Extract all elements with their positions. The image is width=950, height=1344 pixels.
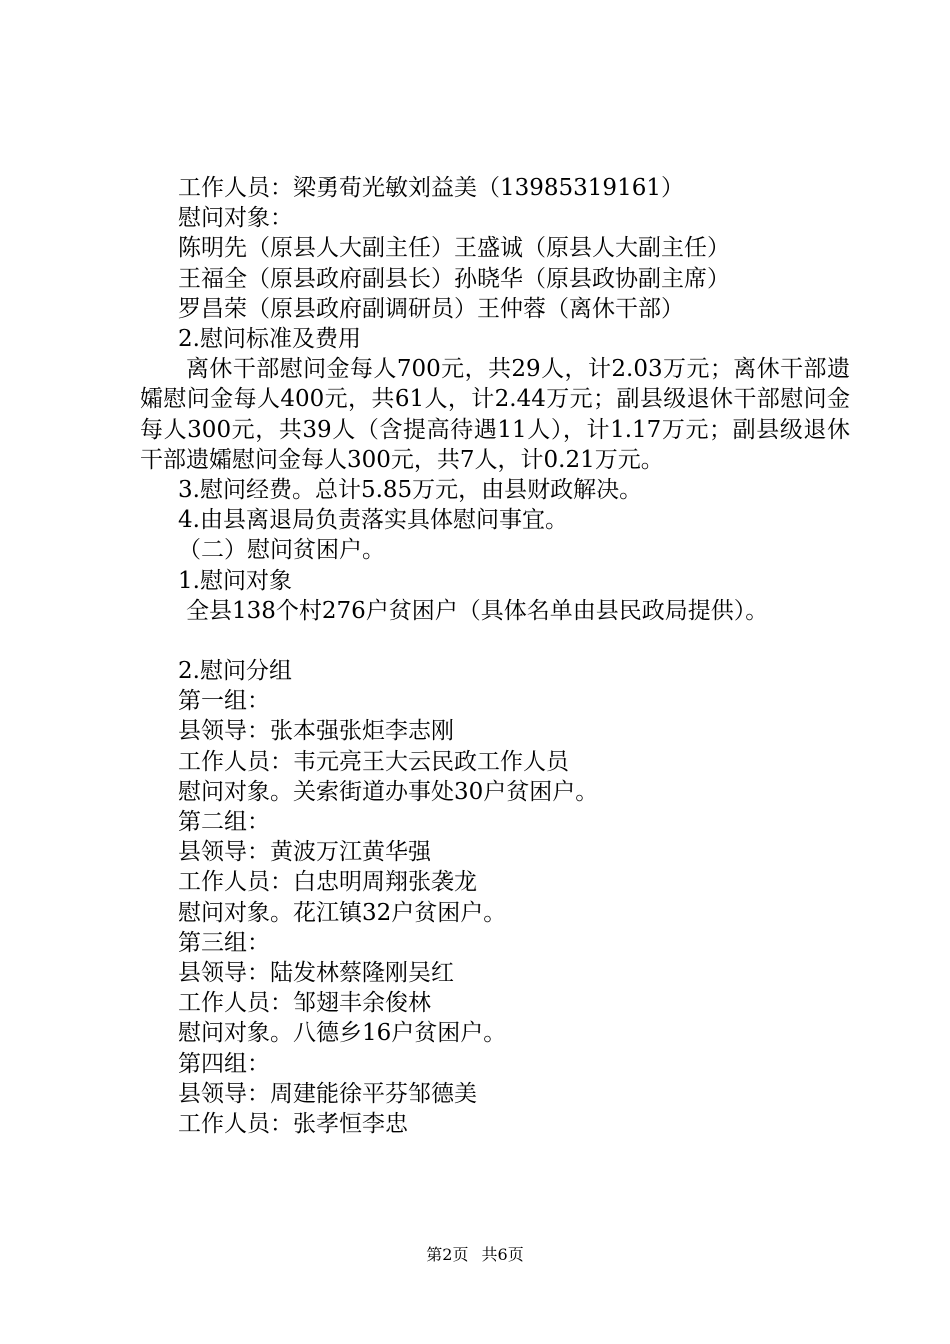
group-2-staff: 工作人员：白忠明周翔张袭龙 bbox=[178, 869, 477, 896]
poor-target-heading: 1.慰问对象 bbox=[178, 567, 292, 594]
visit-target-line-3: 罗昌荣（原县政府副调研员）王仲蓉（离休干部） bbox=[178, 295, 684, 322]
group-4-heading: 第四组： bbox=[178, 1050, 270, 1077]
group-1-heading: 第一组： bbox=[178, 688, 270, 715]
grouping-heading: 2.慰问分组 bbox=[178, 658, 292, 685]
group-2-target: 慰问对象。花江镇32户贫困户。 bbox=[178, 899, 507, 926]
page-footer bbox=[0, 1242, 950, 1265]
poor-households-line: 全县138个村276户贫困户（具体名单由县民政局提供）。 bbox=[186, 597, 769, 624]
group-3-heading: 第三组： bbox=[178, 929, 270, 956]
document-body bbox=[140, 173, 850, 1139]
funding-line: 3.慰问经费。总计5.85万元，由县财政解决。 bbox=[178, 476, 643, 503]
group-4-leaders: 县领导：周建能徐平芬邹德美 bbox=[178, 1080, 477, 1107]
section-standards-heading: 2.慰问标准及费用 bbox=[178, 325, 361, 352]
group-2-heading: 第二组： bbox=[178, 809, 270, 835]
group-3-target: 慰问对象。八德乡16户贫困户。 bbox=[178, 1020, 507, 1047]
section-poor-households-heading: （二）慰问贫困户。 bbox=[178, 537, 385, 564]
blank-line bbox=[140, 626, 850, 656]
page-number: 第2页 bbox=[426, 1245, 469, 1264]
group-2-leaders: 县领导：黄波万江黄华强 bbox=[178, 839, 431, 866]
group-1-leaders: 县领导：张本强张炬李志刚 bbox=[178, 718, 454, 745]
visit-target-line-2: 王福全（原县政府副县长）孙晓华（原县政协副主席） bbox=[178, 265, 730, 292]
group-4-staff: 工作人员：张孝恒李忠 bbox=[178, 1110, 408, 1137]
page-total: 共6页 bbox=[481, 1245, 524, 1264]
group-1-target: 慰问对象。关索街道办事处30户贫困户。 bbox=[178, 778, 599, 805]
standards-paragraph: 离休干部慰问金每人700元，共29人，计2.03万元；离休干部遗孀慰问金每人400元，共61人，计2.44万元；副县级退休干部慰问金每人300元，共39人（含提高待遇11人），计1.17万元；副县级退休干部遗孀慰问金每人300元，共7人，计0.21万元。 bbox=[140, 356, 850, 473]
visit-target-heading: 慰问对象： bbox=[178, 205, 293, 232]
visit-target-line-1: 陈明先（原县人大副主任）王盛诚（原县人大副主任） bbox=[178, 235, 730, 262]
group-3-leaders: 县领导：陆发林蔡隆刚吴红 bbox=[178, 959, 454, 986]
staff-line-group-elderly: 工作人员：梁勇荀光敏刘益美（13985319161） bbox=[178, 175, 684, 201]
group-1-staff: 工作人员：韦元亮王大云民政工作人员 bbox=[178, 748, 569, 775]
group-3-staff: 工作人员：邹翅丰余俊林 bbox=[178, 990, 431, 1017]
responsibility-line: 4.由县离退局负责落实具体慰问事宜。 bbox=[178, 507, 568, 534]
